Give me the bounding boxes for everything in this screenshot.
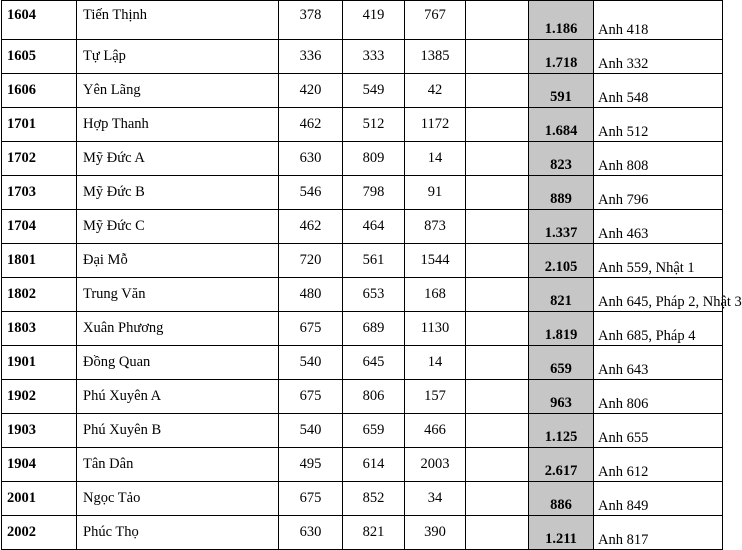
school-code-cell: 1604 [2, 1, 77, 40]
language-note-cell: Anh 559, Nhật 1 [594, 244, 723, 278]
school-name-cell: Trung Văn [77, 278, 279, 312]
count-c-cell: 466 [405, 414, 466, 448]
total-cell: 1.684 [529, 108, 594, 142]
count-b-cell: 821 [343, 516, 405, 550]
school-name-cell: Tiến Thịnh [77, 1, 279, 40]
total-cell: 2.617 [529, 448, 594, 482]
empty-cell [466, 346, 529, 380]
school-code-cell: 1702 [2, 142, 77, 176]
total-cell: 591 [529, 74, 594, 108]
count-c-cell: 390 [405, 516, 466, 550]
count-a-cell: 420 [279, 74, 343, 108]
count-c-cell: 14 [405, 346, 466, 380]
school-name-cell: Yên Lãng [77, 74, 279, 108]
total-cell: 1.718 [529, 40, 594, 74]
table-row [2, 278, 723, 312]
total-cell: 889 [529, 176, 594, 210]
empty-cell [466, 312, 529, 346]
count-a-cell: 495 [279, 448, 343, 482]
language-note-cell: Anh 796 [594, 176, 723, 210]
count-b-cell: 659 [343, 414, 405, 448]
empty-cell [466, 40, 529, 74]
count-a-cell: 630 [279, 142, 343, 176]
school-quota-table [1, 0, 742, 550]
count-b-cell: 512 [343, 108, 405, 142]
table-row [2, 1, 723, 40]
school-name-cell: Đại Mỗ [77, 244, 279, 278]
count-b-cell: 798 [343, 176, 405, 210]
school-name-cell: Ngọc Tảo [77, 482, 279, 516]
empty-cell [466, 448, 529, 482]
table-row [2, 414, 723, 448]
count-b-cell: 852 [343, 482, 405, 516]
empty-cell [466, 414, 529, 448]
language-note-cell: Anh 548 [594, 74, 723, 108]
school-name-cell: Phú Xuyên B [77, 414, 279, 448]
count-b-cell: 653 [343, 278, 405, 312]
count-b-cell: 809 [343, 142, 405, 176]
count-a-cell: 630 [279, 516, 343, 550]
count-b-cell: 549 [343, 74, 405, 108]
count-b-cell: 614 [343, 448, 405, 482]
school-name-cell: Hợp Thanh [77, 108, 279, 142]
table-row [2, 482, 723, 516]
school-code-cell: 1901 [2, 346, 77, 380]
count-b-cell: 419 [343, 1, 405, 40]
school-code-cell: 1701 [2, 108, 77, 142]
table-row [2, 210, 723, 244]
count-c-cell: 1544 [405, 244, 466, 278]
school-name-cell: Tự Lập [77, 40, 279, 74]
count-a-cell: 675 [279, 482, 343, 516]
count-a-cell: 540 [279, 346, 343, 380]
count-a-cell: 378 [279, 1, 343, 40]
empty-cell [466, 380, 529, 414]
empty-cell [466, 278, 529, 312]
language-note-cell: Anh 512 [594, 108, 723, 142]
school-name-cell: Mỹ Đức A [77, 142, 279, 176]
table-row [2, 244, 723, 278]
count-c-cell: 91 [405, 176, 466, 210]
table-row [2, 40, 723, 74]
school-code-cell: 1803 [2, 312, 77, 346]
language-note-cell: Anh 817 [594, 516, 723, 550]
count-b-cell: 333 [343, 40, 405, 74]
count-c-cell: 1385 [405, 40, 466, 74]
total-cell: 1.125 [529, 414, 594, 448]
total-cell: 886 [529, 482, 594, 516]
count-b-cell: 561 [343, 244, 405, 278]
total-cell: 963 [529, 380, 594, 414]
school-code-cell: 1606 [2, 74, 77, 108]
count-b-cell: 806 [343, 380, 405, 414]
table-row [2, 312, 723, 346]
total-cell: 659 [529, 346, 594, 380]
school-name-cell: Xuân Phương [77, 312, 279, 346]
count-b-cell: 645 [343, 346, 405, 380]
count-a-cell: 336 [279, 40, 343, 74]
count-a-cell: 480 [279, 278, 343, 312]
empty-cell [466, 108, 529, 142]
empty-cell [466, 210, 529, 244]
language-note-cell: Anh 655 [594, 414, 723, 448]
school-code-cell: 1704 [2, 210, 77, 244]
school-code-cell: 1904 [2, 448, 77, 482]
school-code-cell: 1903 [2, 414, 77, 448]
total-cell: 1.819 [529, 312, 594, 346]
count-c-cell: 42 [405, 74, 466, 108]
count-a-cell: 675 [279, 312, 343, 346]
total-cell: 1.211 [529, 516, 594, 550]
language-note-cell: Anh 332 [594, 40, 723, 74]
empty-cell [466, 1, 529, 40]
total-cell: 821 [529, 278, 594, 312]
count-a-cell: 540 [279, 414, 343, 448]
table-row [2, 380, 723, 414]
count-a-cell: 720 [279, 244, 343, 278]
language-note-cell: Anh 806 [594, 380, 723, 414]
empty-cell [466, 244, 529, 278]
school-name-cell: Tân Dân [77, 448, 279, 482]
empty-cell [466, 74, 529, 108]
count-b-cell: 464 [343, 210, 405, 244]
table-row [2, 108, 723, 142]
school-code-cell: 2002 [2, 516, 77, 550]
count-c-cell: 1172 [405, 108, 466, 142]
count-a-cell: 462 [279, 210, 343, 244]
count-c-cell: 157 [405, 380, 466, 414]
table-row [2, 176, 723, 210]
school-name-cell: Mỹ Đức C [77, 210, 279, 244]
school-code-cell: 1802 [2, 278, 77, 312]
table-row [2, 448, 723, 482]
count-c-cell: 767 [405, 1, 466, 40]
school-code-cell: 1703 [2, 176, 77, 210]
count-a-cell: 675 [279, 380, 343, 414]
empty-cell [466, 482, 529, 516]
count-b-cell: 689 [343, 312, 405, 346]
table-row [2, 74, 723, 108]
empty-cell [466, 142, 529, 176]
empty-cell [466, 176, 529, 210]
language-note-cell: Anh 685, Pháp 4 [594, 312, 723, 346]
table-row [2, 346, 723, 380]
language-note-cell: Anh 849 [594, 482, 723, 516]
school-name-cell: Phúc Thọ [77, 516, 279, 550]
table-row [2, 516, 723, 550]
table-row [2, 142, 723, 176]
language-note-cell: Anh 808 [594, 142, 723, 176]
count-c-cell: 873 [405, 210, 466, 244]
school-code-cell: 1902 [2, 380, 77, 414]
total-cell: 1.337 [529, 210, 594, 244]
total-cell: 2.105 [529, 244, 594, 278]
count-c-cell: 14 [405, 142, 466, 176]
language-note-cell: Anh 463 [594, 210, 723, 244]
empty-cell [466, 516, 529, 550]
school-name-cell: Phú Xuyên A [77, 380, 279, 414]
total-cell: 1.186 [529, 1, 594, 40]
language-note-cell: Anh 645, Pháp 2, Nhật 3 [594, 278, 723, 312]
count-a-cell: 462 [279, 108, 343, 142]
language-note-cell: Anh 612 [594, 448, 723, 482]
school-code-cell: 2001 [2, 482, 77, 516]
count-a-cell: 546 [279, 176, 343, 210]
count-c-cell: 1130 [405, 312, 466, 346]
school-code-cell: 1801 [2, 244, 77, 278]
total-cell: 823 [529, 142, 594, 176]
school-code-cell: 1605 [2, 40, 77, 74]
language-note-cell: Anh 643 [594, 346, 723, 380]
language-note-cell: Anh 418 [594, 1, 723, 40]
table-body [2, 1, 742, 550]
school-name-cell: Đồng Quan [77, 346, 279, 380]
count-c-cell: 34 [405, 482, 466, 516]
school-name-cell: Mỹ Đức B [77, 176, 279, 210]
count-c-cell: 2003 [405, 448, 466, 482]
count-c-cell: 168 [405, 278, 466, 312]
